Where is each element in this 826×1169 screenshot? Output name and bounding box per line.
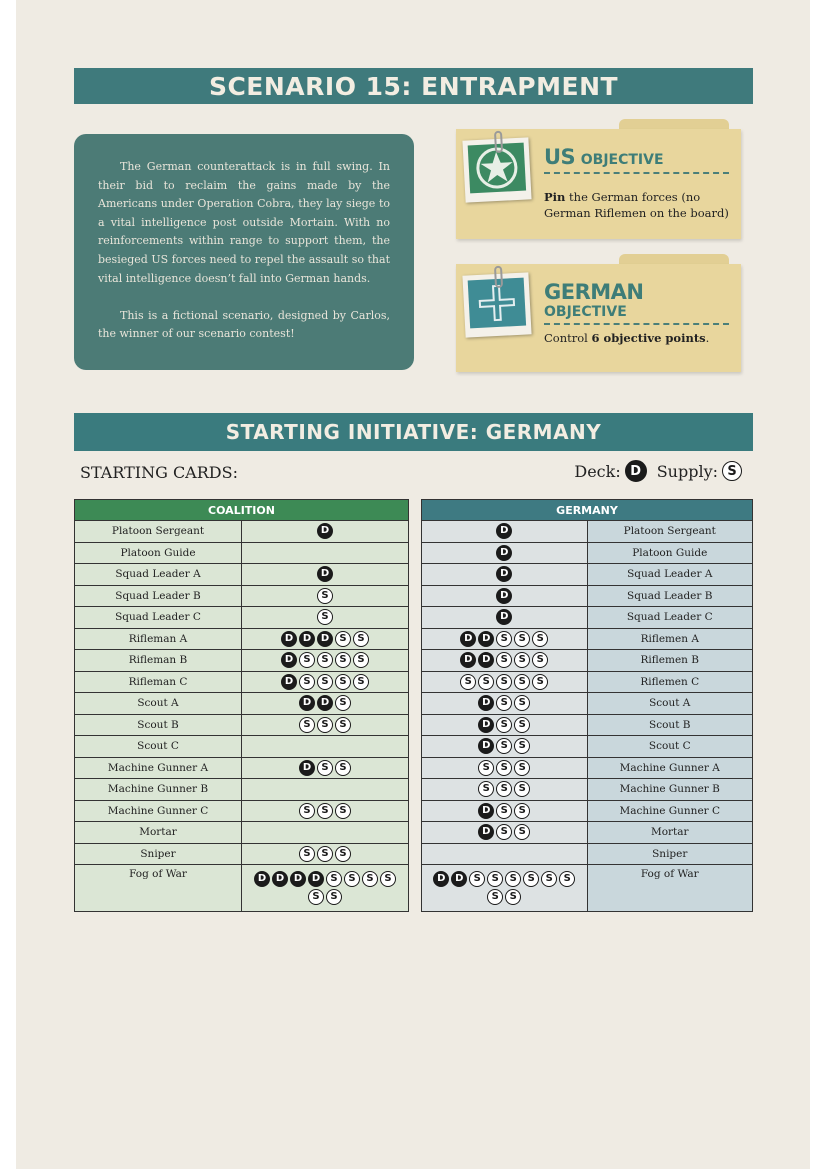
card-tokens [242,736,409,758]
supply-token-icon: S [496,803,512,819]
table-row [75,779,409,801]
deck-token-icon: D [478,738,494,754]
supply-token-icon: S [722,461,742,481]
supply-token-icon: S [541,871,557,887]
unit-name: Machine Gunner C [75,800,242,822]
page-title: SCENARIO 15: ENTRAPMENT [74,68,753,104]
card-tokens [422,843,588,865]
table-row [75,693,409,715]
unit-name: Squad Leader C [75,607,242,629]
unit-name: Riflemen B [587,650,753,672]
unit-name: Scout B [587,714,753,736]
supply-token-icon: S [317,652,333,668]
card-tokens [422,542,588,564]
supply-token-icon: S [299,803,315,819]
unit-name: Scout C [587,736,753,758]
supply-token-icon: S [496,674,512,690]
supply-token-icon: S [335,652,351,668]
unit-name: Machine Gunner A [587,757,753,779]
unit-name: Squad Leader B [75,585,242,607]
supply-token-icon: S [380,871,396,887]
unit-name: Platoon Sergeant [75,521,242,543]
supply-token-icon: S [469,871,485,887]
supply-token-icon: S [299,652,315,668]
supply-token-icon: S [478,760,494,776]
supply-token-icon: S [514,695,530,711]
supply-token-icon: S [299,717,315,733]
table-row [422,564,753,586]
supply-token-icon: S [505,889,521,905]
card-tokens [242,585,409,607]
supply-token-icon: S [496,717,512,733]
unit-name: Machine Gunner B [587,779,753,801]
card-tokens [242,822,409,844]
supply-token-icon: S [317,803,333,819]
unit-name: Fog of War [75,865,242,912]
supply-token-icon: S [317,846,333,862]
folder-body [456,129,741,239]
table-row [422,650,753,672]
table-row [422,822,753,844]
supply-token-icon: S [514,760,530,776]
supply-token-icon: S [514,631,530,647]
unit-name: Squad Leader C [587,607,753,629]
supply-token-icon: S [317,588,333,604]
table-row [75,843,409,865]
intro-box [74,134,414,370]
folder-body [456,264,741,372]
unit-name: Riflemen A [587,628,753,650]
card-legend [574,460,748,482]
supply-token-icon: S [487,889,503,905]
supply-token-icon: S [335,674,351,690]
table-row [75,564,409,586]
card-tokens [422,865,588,912]
card-tokens [242,628,409,650]
german-objective-title: GERMAN OBJECTIVE [544,282,729,325]
table-row [422,693,753,715]
table-row [75,757,409,779]
deck-label: Deck: [574,461,621,481]
germany-table [421,499,753,912]
supply-token-icon: S [299,674,315,690]
supply-token-icon: S [514,803,530,819]
card-tokens [422,671,588,693]
table-row [75,542,409,564]
supply-token-icon: S [335,803,351,819]
card-tokens [422,757,588,779]
us-objective-title: US OBJECTIVE [544,147,729,174]
supply-token-icon: S [496,760,512,776]
supply-token-icon: S [317,717,333,733]
table-row [422,779,753,801]
supply-token-icon: S [514,738,530,754]
unit-name: Squad Leader A [587,564,753,586]
deck-token-icon: D [308,871,324,887]
table-row [422,607,753,629]
deck-token-icon: D [496,523,512,539]
unit-name: Rifleman C [75,671,242,693]
table-row [422,585,753,607]
unit-name: Riflemen C [587,671,753,693]
table-row [75,671,409,693]
unit-name: Fog of War [587,865,753,912]
unit-name: Scout B [75,714,242,736]
deck-token-icon: D [496,566,512,582]
card-tokens [242,542,409,564]
paperclip-icon [494,131,503,153]
table-row [75,865,409,912]
deck-token-icon: D [478,824,494,840]
deck-token-icon: D [496,588,512,604]
deck-token-icon: D [299,760,315,776]
card-tokens [422,650,588,672]
intro-credit: This is a fictional scenario, designed by Carlos, the winner of our scenario contest! [98,308,390,341]
supply-token-icon: S [496,738,512,754]
table-row [75,650,409,672]
deck-token-icon: D [272,871,288,887]
german-cross-photo [462,272,531,337]
unit-name: Platoon Guide [587,542,753,564]
supply-token-icon: S [362,871,378,887]
supply-token-icon: S [326,889,342,905]
card-tokens [422,714,588,736]
unit-name: Scout C [75,736,242,758]
table-row [422,542,753,564]
supply-token-icon: S [317,609,333,625]
deck-token-icon: D [478,631,494,647]
deck-token-icon: D [496,545,512,561]
card-tokens [422,693,588,715]
deck-token-icon: D [460,652,476,668]
table-row [75,714,409,736]
deck-token-icon: D [254,871,270,887]
german-objective-folder [456,254,741,372]
table-row [422,865,753,912]
supply-token-icon: S [478,781,494,797]
deck-token-icon: D [478,695,494,711]
deck-token-icon: D [317,695,333,711]
card-tokens [422,779,588,801]
deck-token-icon: D [299,631,315,647]
card-tokens [422,736,588,758]
deck-token-icon: D [451,871,467,887]
coalition-header: COALITION [75,500,409,521]
unit-name: Sniper [75,843,242,865]
card-tokens [242,843,409,865]
deck-token-icon: D [281,631,297,647]
unit-name: Mortar [587,822,753,844]
table-row [75,585,409,607]
supply-token-icon: S [335,760,351,776]
deck-token-icon: D [478,652,494,668]
supply-token-icon: S [353,631,369,647]
supply-token-icon: S [514,824,530,840]
supply-token-icon: S [523,871,539,887]
unit-name: Rifleman B [75,650,242,672]
us-objective-text: Pin the German forces (no German Riflemen on the board) [544,190,729,220]
card-tokens [242,564,409,586]
card-tokens [242,607,409,629]
unit-name: Mortar [75,822,242,844]
coalition-table [74,499,409,912]
deck-token-icon: D [299,695,315,711]
us-star-photo [462,137,531,202]
deck-token-icon: D [281,674,297,690]
table-row [75,521,409,543]
unit-name: Squad Leader A [75,564,242,586]
supply-token-icon: S [505,871,521,887]
supply-token-icon: S [344,871,360,887]
unit-name: Scout A [587,693,753,715]
supply-token-icon: S [496,695,512,711]
deck-token-icon: D [281,652,297,668]
deck-token-icon: D [478,717,494,733]
deck-token-icon: D [433,871,449,887]
supply-token-icon: S [514,674,530,690]
supply-token-icon: S [532,674,548,690]
deck-token-icon: D [625,460,647,482]
table-row [422,714,753,736]
supply-token-icon: S [326,871,342,887]
card-tokens [242,671,409,693]
supply-token-icon: S [514,717,530,733]
supply-token-icon: S [514,781,530,797]
supply-token-icon: S [308,889,324,905]
supply-token-icon: S [460,674,476,690]
supply-token-icon: S [496,824,512,840]
deck-token-icon: D [460,631,476,647]
deck-token-icon: D [478,803,494,819]
table-row [422,628,753,650]
unit-name: Machine Gunner C [587,800,753,822]
table-row [422,671,753,693]
table-row [422,757,753,779]
table-row [75,736,409,758]
deck-token-icon: D [317,631,333,647]
deck-token-icon: D [496,609,512,625]
table-row [422,800,753,822]
card-tokens [422,564,588,586]
card-tokens [422,521,588,543]
deck-token-icon: D [317,523,333,539]
supply-token-icon: S [478,674,494,690]
supply-token-icon: S [496,652,512,668]
table-row [422,736,753,758]
starting-initiative-banner: STARTING INITIATIVE: GERMANY [74,413,753,451]
card-tokens [422,585,588,607]
supply-token-icon: S [496,781,512,797]
deck-token-icon: D [317,566,333,582]
supply-token-icon: S [317,760,333,776]
supply-token-icon: S [299,846,315,862]
card-tokens [242,650,409,672]
card-tokens [422,822,588,844]
supply-label: Supply: [656,461,718,481]
starting-cards-label: STARTING CARDS: [80,463,238,482]
supply-token-icon: S [335,717,351,733]
deck-token-icon: D [290,871,306,887]
unit-name: Squad Leader B [587,585,753,607]
supply-token-icon: S [353,674,369,690]
unit-name: Sniper [587,843,753,865]
table-row [75,800,409,822]
card-tokens [242,779,409,801]
card-tokens [242,714,409,736]
unit-name: Machine Gunner B [75,779,242,801]
unit-name: Rifleman A [75,628,242,650]
card-tokens [422,628,588,650]
supply-token-icon: S [487,871,503,887]
supply-token-icon: S [532,652,548,668]
germany-header: GERMANY [422,500,753,521]
card-tokens [242,757,409,779]
unit-name: Platoon Guide [75,542,242,564]
paperclip-icon [494,266,503,288]
supply-token-icon: S [559,871,575,887]
card-tokens [242,693,409,715]
german-objective-text: Control 6 objective points. [544,331,710,345]
intro-paragraph: The German counterattack is in full swing. In their bid to reclaim the gains made by the Americans under Operation Cobra, they lay siege to a vital intelligence post outside Mortain. With no reinforcements within range to support them, the besieged US forces need to repel the assault so that vital intelligence doesn’t fall into German hands. [98,160,390,285]
supply-token-icon: S [317,674,333,690]
unit-name: Machine Gunner A [75,757,242,779]
supply-token-icon: S [496,631,512,647]
card-tokens [242,521,409,543]
supply-token-icon: S [335,631,351,647]
card-tokens [242,865,409,912]
table-row [75,607,409,629]
table-row [75,628,409,650]
card-tokens [242,800,409,822]
supply-token-icon: S [335,846,351,862]
supply-token-icon: S [532,631,548,647]
card-tokens [422,607,588,629]
supply-token-icon: S [353,652,369,668]
supply-token-icon: S [514,652,530,668]
table-row [422,521,753,543]
table-row [75,822,409,844]
us-objective-folder [456,119,741,239]
unit-name: Scout A [75,693,242,715]
table-row [422,843,753,865]
unit-name: Platoon Sergeant [587,521,753,543]
supply-token-icon: S [335,695,351,711]
card-tokens [422,800,588,822]
